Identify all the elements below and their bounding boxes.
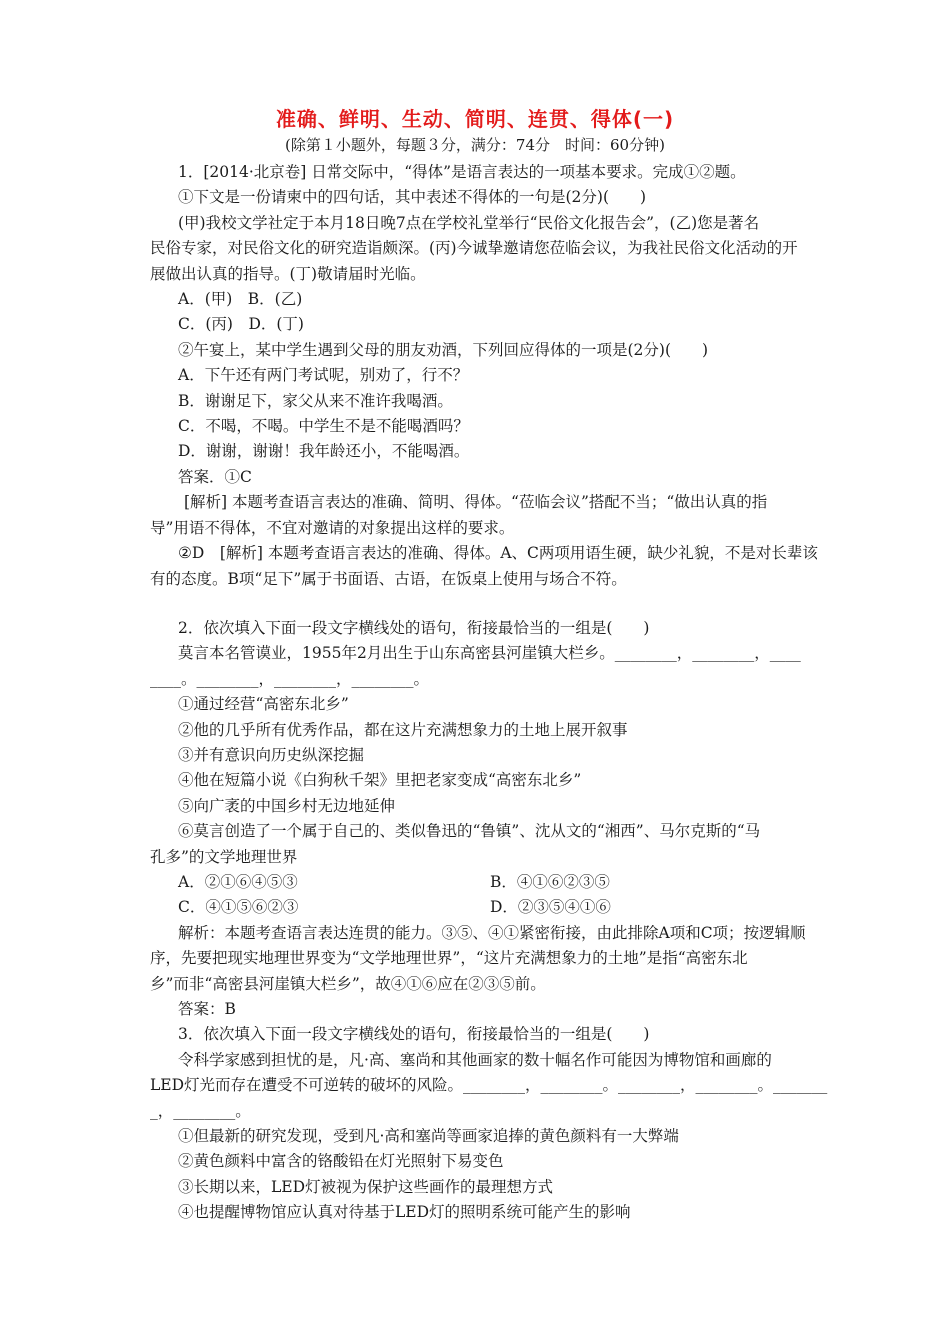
q2-option-row xyxy=(150,870,835,895)
q1-option: A．下午还有两门考试呢，别劝了，行不？ xyxy=(178,366,469,385)
q2-option: A．②①⑥④⑤③ xyxy=(178,872,298,891)
q3-passage-line: _，________。 xyxy=(150,1101,251,1120)
q1-passage-line: 展做出认真的指导。(丁)敬请届时光临。 xyxy=(150,264,426,283)
q1-answer: 答案．①C xyxy=(178,467,252,486)
q2-item: ①通过经营“高密东北乡” xyxy=(178,695,349,714)
q2-item: ⑤向广袤的中国乡村无边地延伸 xyxy=(178,796,396,815)
q3-item: ③长期以来，LED灯被视为保护这些画作的最理想方式 xyxy=(178,1177,554,1196)
q1-passage-line: 民俗专家，对民俗文化的研究造诣颇深。(丙)今诚挚邀请您莅临会议，为我社民俗文化活动的开 xyxy=(150,239,798,258)
q3-item: ②黄色颜料中富含的铬酸铅在灯光照射下易变色 xyxy=(178,1152,504,1171)
page-title: 准确、鲜明、生动、简明、连贯、得体(一) xyxy=(275,107,675,131)
q1-analysis-line: ②D [解析] 本题考查语言表达的准确、得体。A、C两项用语生硬，缺少礼貌，不是对长辈该 xyxy=(178,544,818,563)
q3-stem: 3．依次填入下面一段文字横线处的语句，衔接最恰当的一组是( ) xyxy=(178,1025,650,1044)
q1-option-row: C．(丙) D．(丁) xyxy=(178,315,304,334)
q2-stem: 2．依次填入下面一段文字横线处的语句，衔接最恰当的一组是( ) xyxy=(178,618,650,637)
q3-passage-line: LED灯光而存在遭受不可逆转的破坏的风险。________，________。________，________。_______ xyxy=(150,1076,828,1095)
q1-sub2: ②午宴上，某中学生遇到父母的朋友劝酒，下列回应得体的一项是(2分)( ) xyxy=(178,340,709,359)
q2-item: ②他的几乎所有优秀作品，都在这片充满想象力的土地上展开叙事 xyxy=(178,720,628,739)
page-subtitle: (除第１小题外，每题３分，满分：74分 时间：60分钟) xyxy=(285,136,665,154)
q2-option: D．②③⑤④①⑥ xyxy=(490,898,611,917)
q2-answer: 答案：B xyxy=(178,1000,236,1018)
q2-analysis-line: 解析：本题考查语言表达连贯的能力。③⑤、④①紧密衔接，由此排除A项和C项；按逻辑顺 xyxy=(178,923,806,942)
q1-analysis-line: 有的态度。B项“足下”属于书面语、古语，在饭桌上使用与场合不符。 xyxy=(150,569,627,588)
q1-option: C．不喝，不喝。中学生不是不能喝酒吗？ xyxy=(178,417,469,436)
q1-option-row: A．(甲) B．(乙) xyxy=(178,290,303,309)
q1-option: D．谢谢，谢谢！我年龄还小，不能喝酒。 xyxy=(178,442,470,461)
q2-option: B．④①⑥②③⑤ xyxy=(490,872,610,891)
q2-passage-line: ____。________，________，________。 xyxy=(150,669,430,688)
q1-stem: 1．[2014·北京卷] 日常交际中，“得体”是语言表达的一项基本要求。完成①②题。 xyxy=(178,163,746,181)
q2-analysis-line: 序，先要把现实地理世界变为“文学地理世界”，“这片充满想象力的土地”是指“高密东北 xyxy=(150,949,748,968)
q2-analysis-line: 乡”而非“高密县河崖镇大栏乡”，故④①⑥应在②③⑤前。 xyxy=(150,974,546,993)
q1-option: B．谢谢足下，家父从来不准许我喝酒。 xyxy=(178,391,453,410)
q1-analysis-line: [解析] 本题考查语言表达的准确、简明、得体。“莅临会议”搭配不当；“做出认真的指 xyxy=(184,493,768,512)
q2-option: C．④①⑤⑥②③ xyxy=(178,898,299,917)
q3-item: ①但最新的研究发现，受到凡·高和塞尚等画家追捧的黄色颜料有一大弊端 xyxy=(178,1127,679,1146)
q2-item: ③并有意识向历史纵深挖掘 xyxy=(178,745,365,764)
q1-analysis-line: 导”用语不得体，不宜对邀请的对象提出这样的要求。 xyxy=(150,518,515,537)
q2-passage-line: 莫言本名管谟业，1955年2月出生于山东高密县河崖镇大栏乡。________，________，____ xyxy=(178,644,801,663)
q3-passage-line: 令科学家感到担忧的是，凡·高、塞尚和其他画家的数十幅名作可能因为博物馆和画廊的 xyxy=(178,1050,772,1069)
q1-passage-line: (甲)我校文学社定于本月18日晚7点在学校礼堂举行“民俗文化报告会”，(乙)您是著名 xyxy=(178,213,760,232)
document-body xyxy=(150,160,835,1226)
q2-option-row xyxy=(150,895,835,920)
q1-sub1: ①下文是一份请柬中的四句话，其中表述不得体的一句是(2分)( ) xyxy=(178,188,647,207)
q3-item: ④也提醒博物馆应认真对待基于LED灯的照明系统可能产生的影响 xyxy=(178,1203,631,1222)
q2-item: 孔多”的文学地理世界 xyxy=(150,847,298,866)
section-gap xyxy=(150,592,835,616)
q2-item: ④他在短篇小说《白狗秋千架》里把老家变成“高密东北乡” xyxy=(178,771,582,790)
q2-item: ⑥莫言创造了一个属于自己的、类似鲁迅的“鲁镇”、沈从文的“湘西”、马尔克斯的“马 xyxy=(178,822,761,841)
